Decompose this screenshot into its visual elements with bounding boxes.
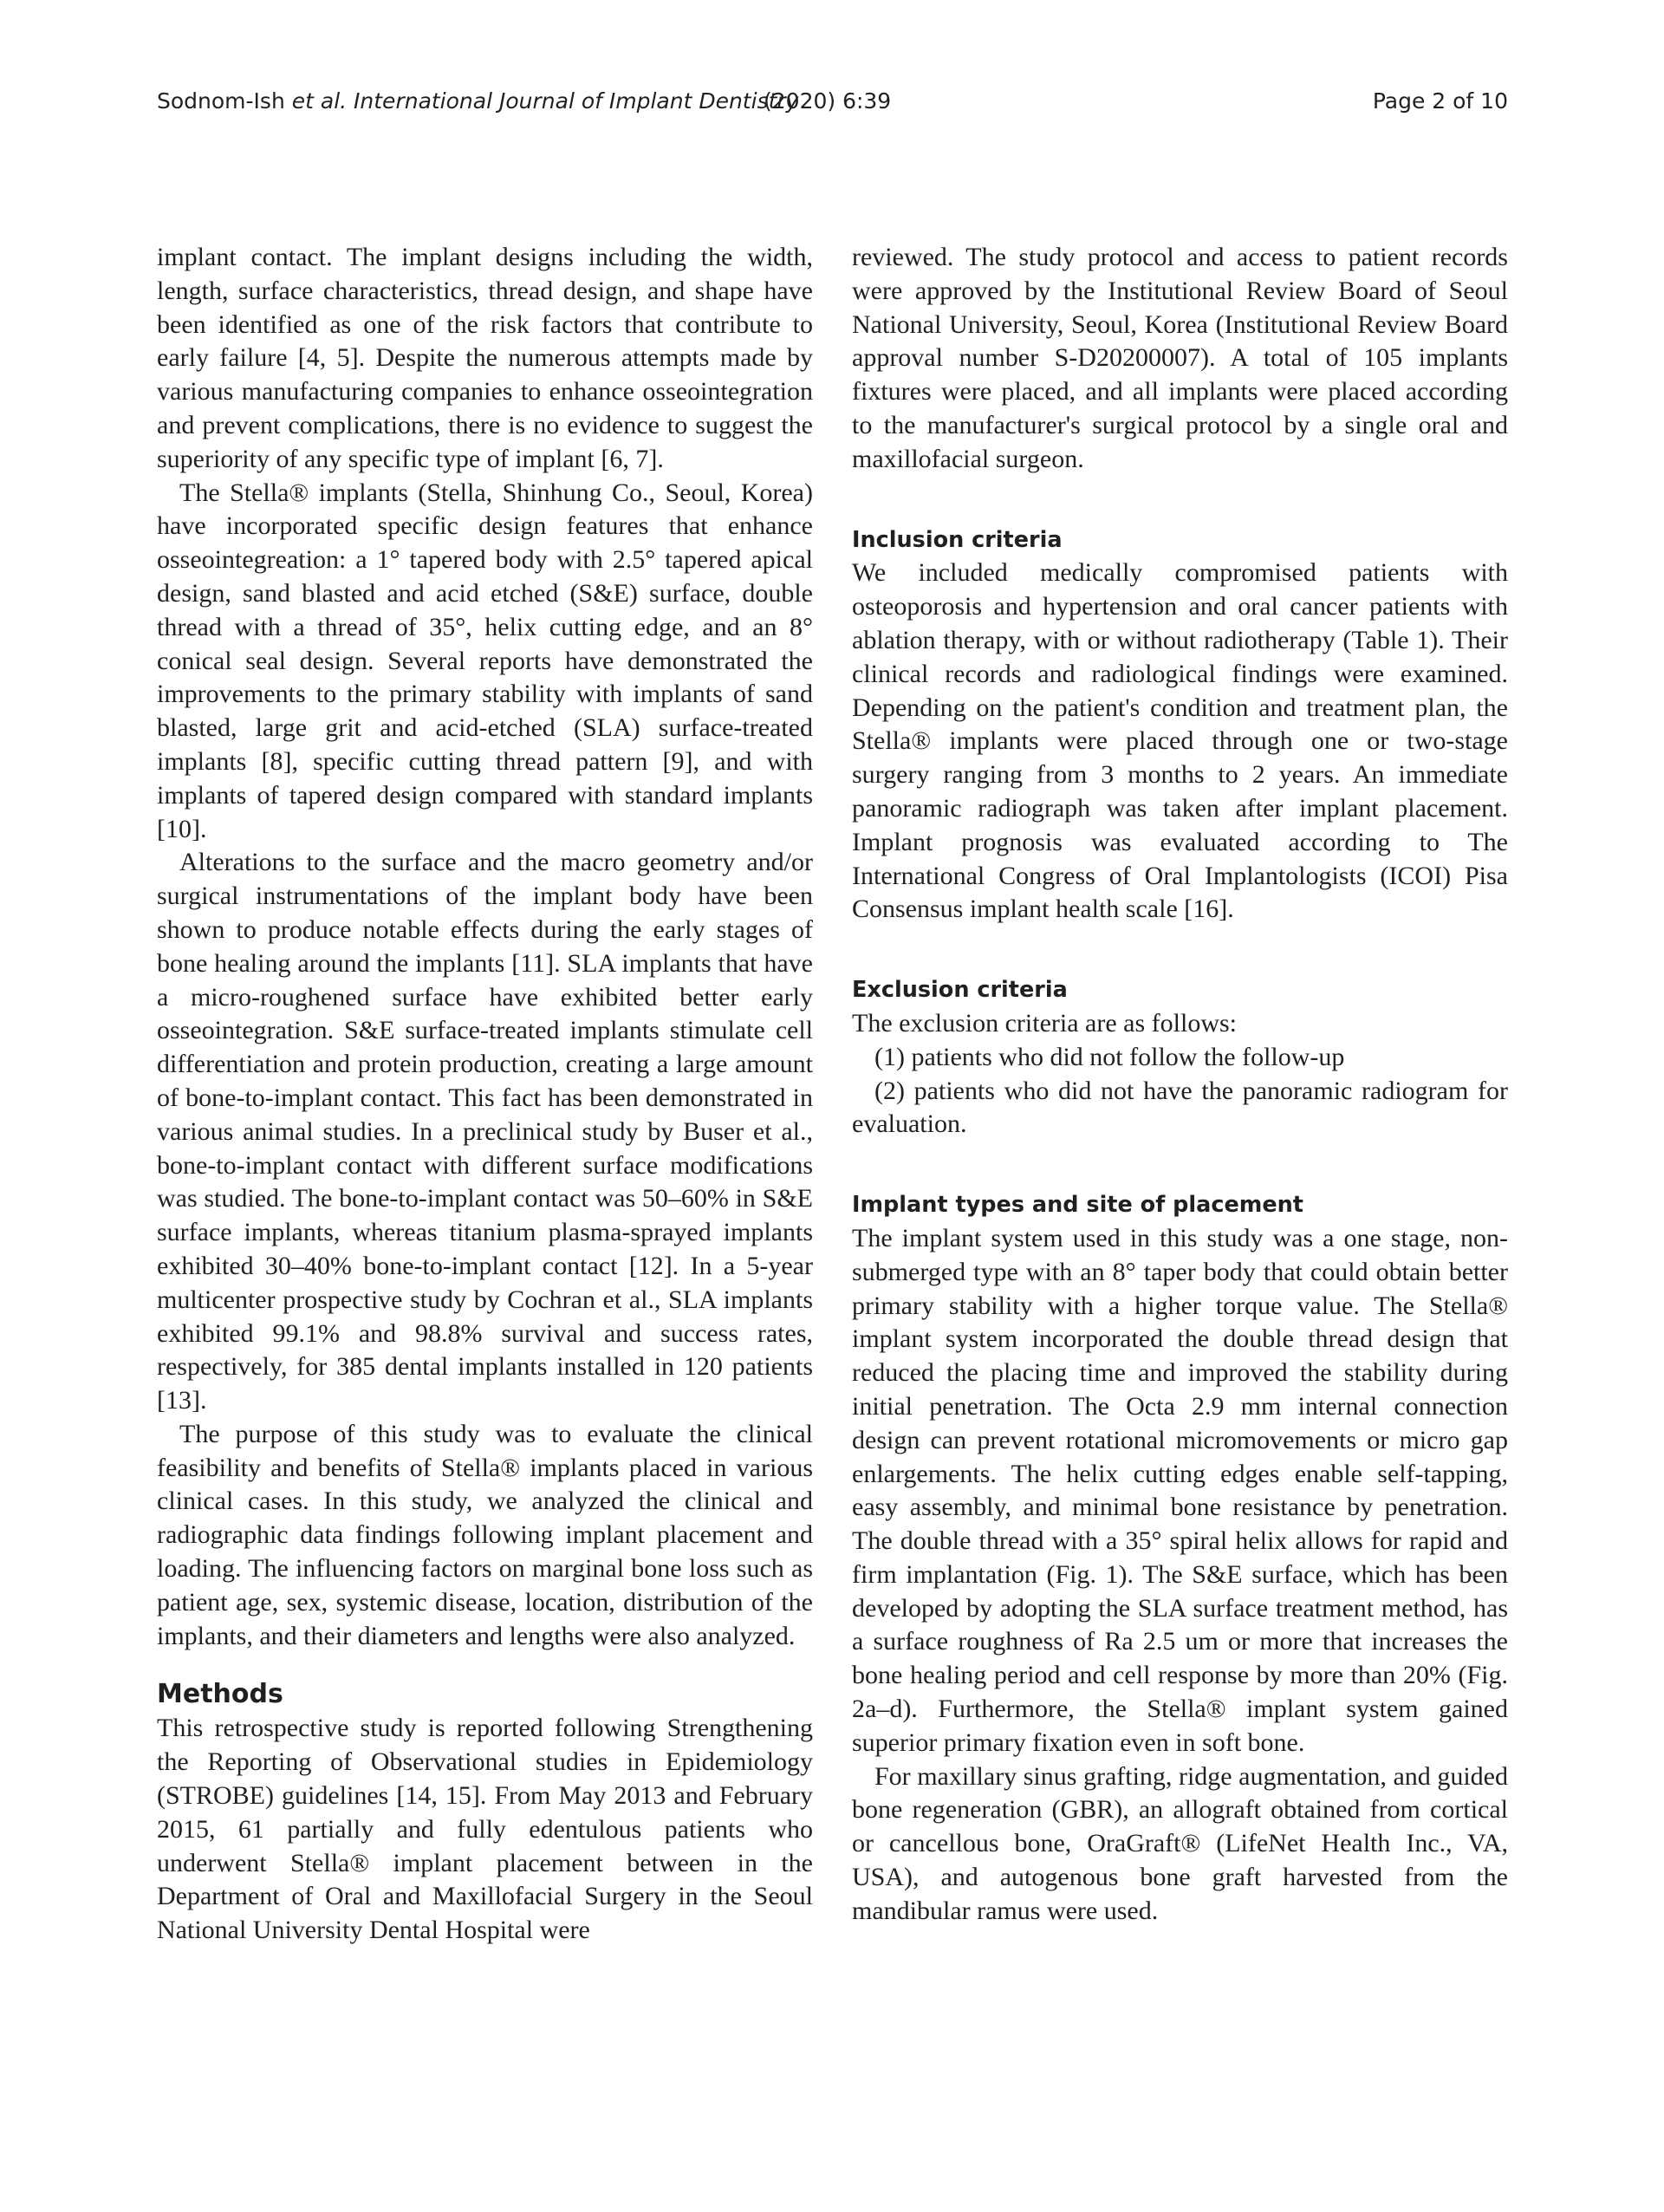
paragraph: This retrospective study is reported following Strengthening the Reporting of Observational studies in Epidemiology (STROBE) guidelines [14, 15]. From May 2013 and February 2015, 61 partially and fully edentulous patients who underwent Stella® implant placement between in the Department of Oral and Maxillofacial Surgery in the Seoul National University Dental Hospital were xyxy=(157,1714,813,1945)
header-year-volume: (2020) 6:39 xyxy=(764,88,892,114)
paragraph: Alterations to the surface and the macro geometry and/or surgical instrumentations of the implant body have been shown to produce notable effects during the early stages of bone healing around the implants [11]. SLA implants that have a micro-roughened surface have exhibited better early osseointegration. S&E surface-treated implants stimulate cell differentiation and protein production, creating a large amount of bone-to-implant contact. This fact has been demonstrated in various animal studies. In a preclinical study by Buser et al., bone-to-implant contact with different surface modifications was studied. The bone-to-implant contact was 50–60% in S&E surface implants, whereas titanium plasma-sprayed implants exhibited 30–40% bone-to-implant contact [12]. In a 5-year multicenter prospective study by Cochran et al., SLA implants exhibited 99.1% and 98.8% survival and success rates, respectively, for 385 dental implants installed in 120 patients [13]. xyxy=(157,848,813,1415)
left-column xyxy=(157,241,813,1948)
paragraph: implant contact. The implant designs including the width, length, surface characteristics, thread design, and shape have been identified as one of the risk factors that contribute to early failure [4, 5]. Despite the numerous attempts made by various manufacturing companies to enhance osseointegration and prevent complications, there is no evidence to suggest the superiority of any specific type of implant [6, 7]. xyxy=(157,243,813,473)
right-column xyxy=(852,241,1508,1929)
running-header xyxy=(157,88,1508,123)
paragraph: The Stella® implants (Stella, Shinhung Co., Seoul, Korea) have incorporated specific design features that enhance osseointegreation: a 1° tapered body with 2.5° tapered apical design, sand blasted and acid etched (S&E) surface, double thread with a thread of 35°, helix cutting edge, and an 8° conical seal design. Several reports have demonstrated the improvements to the primary stability with implants of sand blasted, large grit and acid-etched (SLA) surface-treated implants [8], specific cutting thread pattern [9], and with implants of tapered design compared with standard implants [10]. xyxy=(157,478,813,843)
implant-types-heading: Implant types and site of placement xyxy=(852,1192,1303,1219)
paragraph: For maxillary sinus grafting, ridge augmentation, and guided bone regeneration (GBR), an allograft obtained from cortical or cancellous bone, OraGraft® (LifeNet Health Inc., VA, USA), and autogenous bone graft harvested from the mandibular ramus were used. xyxy=(852,1761,1508,1925)
methods-heading: Methods xyxy=(157,1679,283,1710)
list-item: (1) patients who did not follow the follow-up xyxy=(874,1042,1345,1071)
paragraph: We included medically compromised patients with osteoporosis and hypertension and oral cancer patients with ablation therapy, with or without radiotherapy (Table 1). Their clinical records and radiological findings were examined. Depending on the patient's condition and treatment plan, the Stella® implants were placed through one or two-stage surgery ranging from 3 months to 2 years. An immediate panoramic radiograph was taken after implant placement. Implant prognosis was evaluated according to The International Congress of Oral Implantologists (ICOI) Pisa Consensus implant health scale [16]. xyxy=(852,558,1508,924)
header-page-number: Page 2 of 10 xyxy=(1372,88,1508,114)
paragraph: The implant system used in this study was a one stage, non-submerged type with an 8° taper body that could obtain better primary stability with a higher torque value. The Stella® implant system incorporated the double thread design that reduced the placing time and improved the stability during initial penetration. The Octa 2.9 mm internal connection design can prevent rotational micromovements or micro gap enlargements. The helix cutting edges enable self-tapping, easy assembly, and minimal bone resistance by penetration. The double thread with a 35° spiral helix allows for rapid and firm implantation (Fig. 1). The S&E surface, which has been developed by adopting the SLA surface treatment method, has a surface roughness of Ra 2.5 um or more that increases the bone healing period and cell response by more than 20% (Fig. 2a–d). Furthermore, the Stella® implant system gained superior primary fixation even in soft bone. xyxy=(852,1223,1508,1757)
paragraph: The exclusion criteria are as follows: xyxy=(852,1008,1237,1038)
inclusion-criteria-heading: Inclusion criteria xyxy=(852,526,1063,553)
header-citation: Sodnom-Ish et al. International Journal of Implant Dentistry xyxy=(157,88,799,114)
paragraph: reviewed. The study protocol and access to patient records were approved by the Institutional Review Board of Seoul National University, Seoul, Korea (Institutional Review Board approval number S-D20200007). A total of 105 implants fixtures were placed, and all implants were placed according to the manufacturer's surgical protocol by a single oral and maxillofacial surgeon. xyxy=(852,243,1508,473)
list-item: (2) patients who did not have the panoramic radiogram for evaluation. xyxy=(852,1076,1508,1139)
paragraph: The purpose of this study was to evaluate the clinical feasibility and benefits of Stella® implants placed in various clinical cases. In this study, we analyzed the clinical and radiographic data findings following implant placement and loading. The influencing factors on marginal bone loss such as patient age, sex, systemic disease, location, distribution of the implants, and their diameters and lengths were also analyzed. xyxy=(157,1419,813,1650)
exclusion-criteria-heading: Exclusion criteria xyxy=(852,977,1068,1004)
